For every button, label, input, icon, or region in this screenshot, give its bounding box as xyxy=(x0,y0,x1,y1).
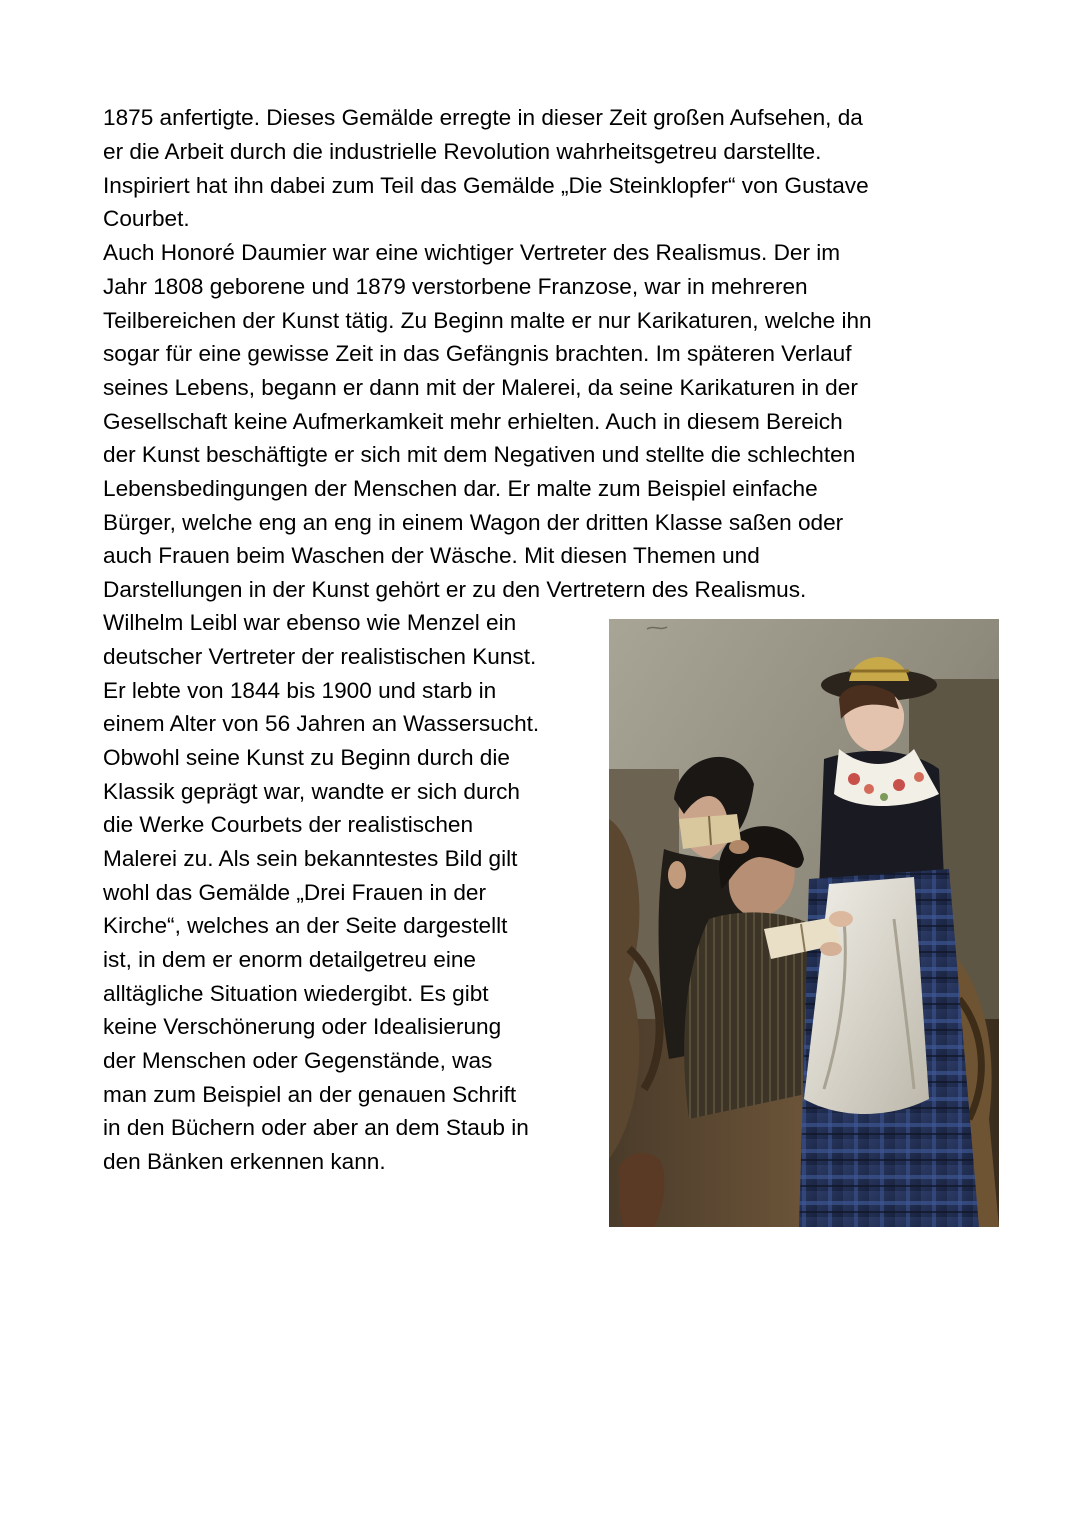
text-line: der Menschen oder Gegenstände, was xyxy=(103,1048,493,1073)
text-line: Kirche“, welches an der Seite dargestellt xyxy=(103,913,508,938)
text-line: in den Büchern oder aber an dem Staub in xyxy=(103,1115,529,1140)
text-line: Darstellungen in der Kunst gehört er zu den Vertretern des Realismus. xyxy=(103,577,807,602)
text-line: Malerei zu. Als sein bekanntestes Bild gilt xyxy=(103,846,518,871)
text-line: Bürger, welche eng an eng in einem Wagon der dritten Klasse saßen oder xyxy=(103,510,844,535)
text-line: Obwohl seine Kunst zu Beginn durch die xyxy=(103,745,510,770)
text-line: er die Arbeit durch die industrielle Revolution wahrheitsgetreu darstellte. xyxy=(103,139,822,164)
text-line: Klassik geprägt war, wandte er sich durch xyxy=(103,779,520,804)
text-line: alltägliche Situation wiedergibt. Es gibt xyxy=(103,981,489,1006)
text-line: 1875 anfertigte. Dieses Gemälde erregte in dieser Zeit großen Aufsehen, da xyxy=(103,105,863,130)
text-line: Inspiriert hat ihn dabei zum Teil das Gemälde „Die Steinklopfer“ von Gustave xyxy=(103,173,869,198)
text-line: Gesellschaft keine Aufmerkamkeit mehr erhielten. Auch in diesem Bereich xyxy=(103,409,843,434)
text-line: Teilbereichen der Kunst tätig. Zu Beginn malte er nur Karikaturen, welche ihn xyxy=(103,308,872,333)
text-line: der Kunst beschäftigte er sich mit dem Negativen und stellte die schlechten xyxy=(103,442,856,467)
text-line: einem Alter von 56 Jahren an Wassersucht. xyxy=(103,711,540,736)
text-line: den Bänken erkennen kann. xyxy=(103,1149,386,1174)
text-line: man zum Beispiel an der genauen Schrift xyxy=(103,1082,517,1107)
text-line: Courbet. xyxy=(103,206,190,231)
text-line: sogar für eine gewisse Zeit in das Gefängnis brachten. Im späteren Verlauf xyxy=(103,341,852,366)
painting-artwork xyxy=(609,619,999,1227)
text-line: Lebensbedingungen der Menschen dar. Er malte zum Beispiel einfache xyxy=(103,476,818,501)
text-line: auch Frauen beim Waschen der Wäsche. Mit diesen Themen und xyxy=(103,543,760,568)
text-line: Auch Honoré Daumier war eine wichtiger Vertreter des Realismus. Der im xyxy=(103,240,841,265)
text-line: Wilhelm Leibl war ebenso wie Menzel ein xyxy=(103,610,517,635)
text-line: ist, in dem er enorm detailgetreu eine xyxy=(103,947,476,972)
text-line: wohl das Gemälde „Drei Frauen in der xyxy=(103,880,487,905)
painting-image xyxy=(609,619,999,1227)
text-line: Er lebte von 1844 bis 1900 und starb in xyxy=(103,678,497,703)
text-line: deutscher Vertreter der realistischen Kunst. xyxy=(103,644,537,669)
text-line: seines Lebens, begann er dann mit der Malerei, da seine Karikaturen in der xyxy=(103,375,858,400)
text-line: Jahr 1808 geborene und 1879 verstorbene Franzose, war in mehreren xyxy=(103,274,808,299)
text-line: keine Verschönerung oder Idealisierung xyxy=(103,1014,502,1039)
text-line: die Werke Courbets der realistischen xyxy=(103,812,474,837)
